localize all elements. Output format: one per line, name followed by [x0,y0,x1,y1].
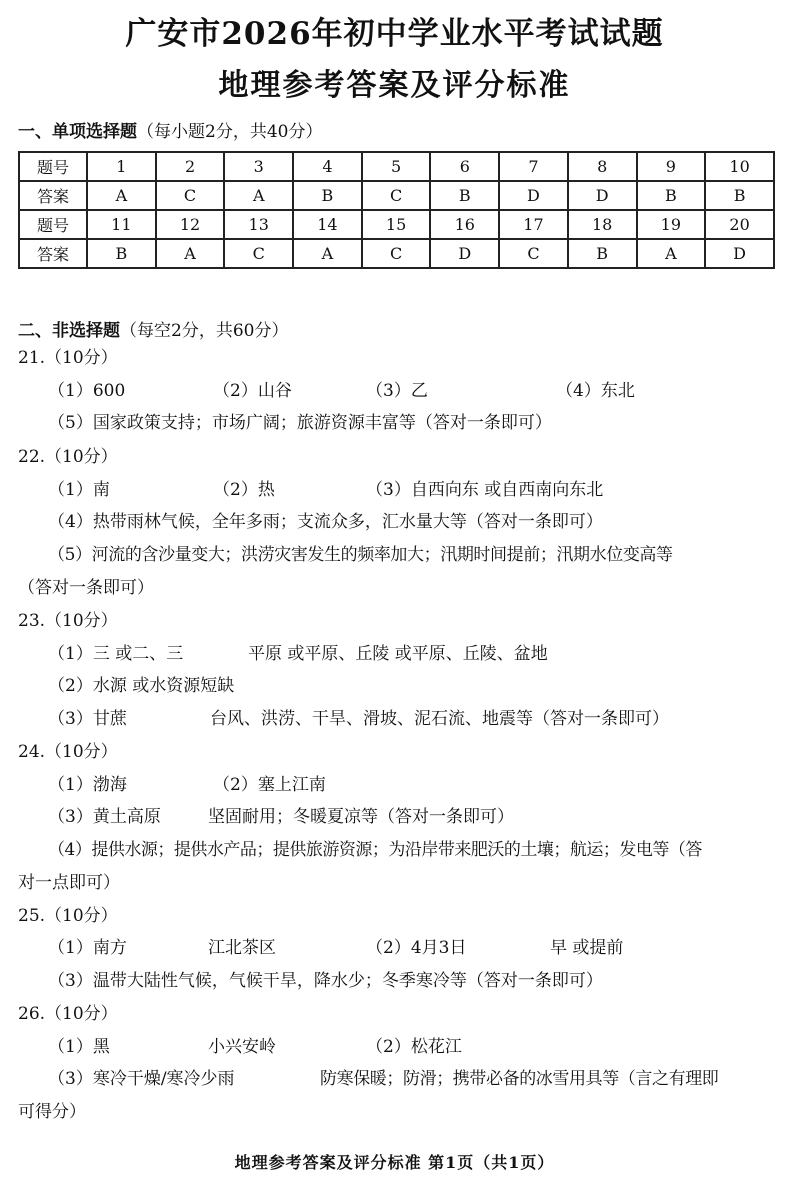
answer-table-cell: 3 [224,152,293,181]
answer-table-row-header: 答案 [19,181,87,210]
answer-table-cell: B [293,181,362,210]
answer-table [18,151,775,269]
q23-answer-4: （3）甘蔗 [48,709,127,729]
q23-line-1 [48,642,748,666]
answer-table-cell: 12 [156,210,225,239]
answer-table-cell: 6 [430,152,499,181]
q25-line-1 [48,936,748,960]
q23-line-3 [48,707,748,731]
answer-table-cell: B [430,181,499,210]
answer-table-cell: C [224,239,293,268]
answer-table-cell: 20 [705,210,774,239]
section-2-title: 二、非选择题 [18,321,120,341]
q21-answer-4: （4）东北 [556,381,635,401]
answer-table-cell: 15 [362,210,431,239]
section-2-heading [18,316,288,341]
q24-answer-5: （4）提供水源；提供水产品；提供旅游资源；为沿岸带来肥沃的土壤；航运；发电等（答 [48,840,702,860]
answer-table-cell: C [362,239,431,268]
answer-table-cell: D [430,239,499,268]
answer-table-cell: 5 [362,152,431,181]
q23-answer-3: （2）水源 或水资源短缺 [48,676,235,696]
answer-table-row-header: 答案 [19,239,87,268]
q24-line-1 [48,773,748,797]
q25-answer-3: （2）4月3日 [366,938,467,958]
q22-heading: 22.（10分） [18,447,118,467]
answer-table-cell: 8 [568,152,637,181]
exam-subtitle: 地理参考答案及评分标准 [218,68,571,103]
answer-table-cell: B [568,239,637,268]
q25-answer-2: 江北茶区 [208,938,276,958]
q25-answer-5: （3）温带大陆性气候，气候干旱，降水少；冬季寒冷等（答对一条即可） [48,971,603,991]
answer-table-cell: 1 [87,152,156,181]
answer-table-cell: 2 [156,152,225,181]
q22-answer-4: （4）热带雨林气候，全年多雨；支流众多，汇水量大等（答对一条即可） [48,512,603,532]
q21-answer-3: （3）乙 [366,381,428,401]
answer-table-cell: A [637,239,706,268]
section-2-note: （每空2分，共60分） [120,321,289,341]
answer-table-cell: 10 [705,152,774,181]
q24-answer-4: 坚固耐用；冬暖夏凉等（答对一条即可） [208,807,514,827]
q23-answer-2: 平原 或平原、丘陵 或平原、丘陵、盆地 [248,644,548,664]
section-1-heading [18,117,322,142]
answer-table-row-header: 题号 [19,152,87,181]
q22-answer-1: （1）南 [48,480,110,500]
answer-table-cell: 18 [568,210,637,239]
answer-table-cell: D [568,181,637,210]
q23-heading: 23.（10分） [18,611,118,631]
q22-line-1 [48,478,748,502]
q24-line-2 [48,805,748,829]
q21-answer-2: （2）山谷 [213,381,292,401]
answer-table-cell: A [156,239,225,268]
answer-table-row-header: 题号 [19,210,87,239]
q26-answer-2: 小兴安岭 [208,1037,276,1057]
section-1-title: 一、单项选择题 [18,122,137,142]
answer-table-cell: 4 [293,152,362,181]
q22-answer-5: （5）河流的含沙量变大；洪涝灾害发生的频率加大；汛期时间提前；汛期水位变高等 [48,545,673,565]
answer-table-cell: 19 [637,210,706,239]
answer-table-cell: A [224,181,293,210]
q24-answer-5-cont: 对一点即可） [18,873,120,893]
answer-table-cell: B [637,181,706,210]
q26-answer-5: 防寒保暖；防滑；携带必备的冰雪用具等（言之有理即 [320,1069,719,1089]
q21-answer-1: （1）600 [48,381,126,401]
q25-answer-4: 早 或提前 [550,938,624,958]
q24-answer-1: （1）渤海 [48,775,127,795]
q24-answer-3: （3）黄土高原 [48,807,161,827]
answer-table-cell: 7 [499,152,568,181]
q22-answer-3: （3）自西向东 或自西南向东北 [366,480,604,500]
answer-table-cell: 14 [293,210,362,239]
exam-title: 广安市2026年初中学业水平考试试题 [125,16,664,52]
answer-table-row [19,210,774,239]
answer-table-cell: 17 [499,210,568,239]
answer-table-cell: 11 [87,210,156,239]
q26-line-2 [48,1067,773,1091]
q24-heading: 24.（10分） [18,742,118,762]
q26-answer-1: （1）黑 [48,1037,110,1057]
answer-table-cell: A [87,181,156,210]
page-footer: 地理参考答案及评分标准 第1页（共1页） [234,1153,555,1172]
answer-table-row [19,152,774,181]
q26-answer-3: （2）松花江 [366,1037,462,1057]
answer-table-cell: B [87,239,156,268]
q21-line-1 [48,379,748,403]
answer-table-row [19,181,774,210]
answer-table-cell: 16 [430,210,499,239]
q25-answer-1: （1）南方 [48,938,127,958]
q24-answer-2: （2）塞上江南 [213,775,326,795]
q26-answer-5-cont: 可得分） [18,1102,86,1122]
q23-answer-1: （1）三 或二、三 [48,644,184,664]
answer-table-cell: B [705,181,774,210]
q25-heading: 25.（10分） [18,906,118,926]
answer-table-cell: 9 [637,152,706,181]
answer-table-cell: C [156,181,225,210]
section-1-note: （每小题2分，共40分） [137,122,323,142]
answer-table-cell: A [293,239,362,268]
q21-answer-5: （5）国家政策支持；市场广阔；旅游资源丰富等（答对一条即可） [48,413,552,433]
answer-table-row [19,239,774,268]
q22-answer-5-cont: （答对一条即可） [18,578,154,598]
q26-answer-4: （3）寒冷干燥/寒冷少雨 [48,1069,235,1089]
answer-table-cell: D [705,239,774,268]
answer-table-cell: C [362,181,431,210]
q21-heading: 21.（10分） [18,348,118,368]
answer-table-cell: D [499,181,568,210]
answer-table-cell: 13 [224,210,293,239]
answer-table-cell: C [499,239,568,268]
q26-line-1 [48,1035,748,1059]
q23-answer-5: 台风、洪涝、干旱、滑坡、泥石流、地震等（答对一条即可） [210,709,669,729]
q22-answer-2: （2）热 [213,480,275,500]
q26-heading: 26.（10分） [18,1004,118,1024]
